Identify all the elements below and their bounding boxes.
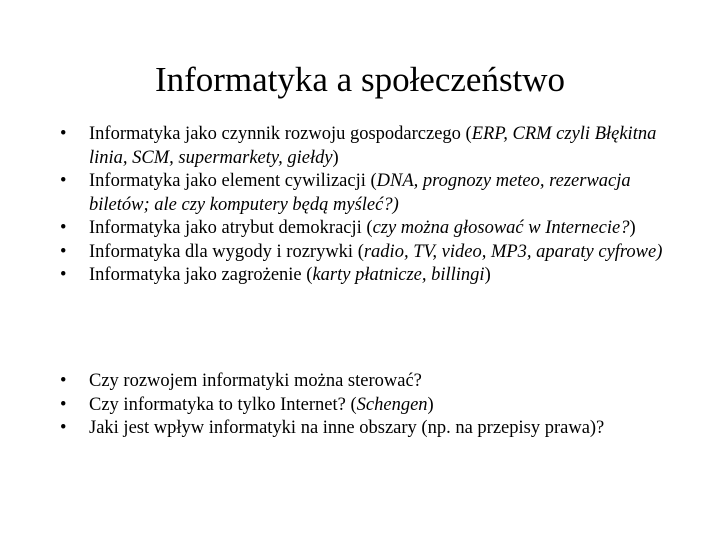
item-text-italic: czy można głosować w Internecie? [372,218,630,238]
bullet-list-topics [58,123,668,288]
bullet-icon: • [60,241,67,262]
bullet-icon: • [60,171,67,191]
item-text-suffix: ) [332,147,339,168]
item-text-suffix: ) [427,394,434,415]
item-text-italic: DNA, prognozy meteo, rezerwacja biletów; ale czy komputery będą myśleć?) [89,171,631,215]
item-text: Czy rozwojem informatyki można sterować? [89,371,422,391]
bullet-icon: • [60,394,67,415]
item-text-italic: Schengen [356,394,428,415]
bullet-icon: • [60,371,67,391]
item-text: Informatyka jako zagrożenie ( [89,265,313,285]
bullet-list-questions [58,370,668,441]
slide-title: Informatyka a społeczeństwo [154,60,566,99]
item-text: Czy informatyka to tylko Internet? ( [89,394,357,415]
item-text: Informatyka jako czynnik rozwoju gospodarczego ( [89,124,472,144]
item-text-suffix: ) [484,265,491,285]
item-text: Informatyka jako element cywilizacji ( [89,171,377,191]
list-item [58,123,668,170]
list-item [58,264,668,288]
list-item [58,217,668,241]
list-item [58,394,668,418]
bullet-icon: • [60,265,67,285]
item-text-suffix: ) [629,218,636,238]
item-text-italic: karty płatnicze, billingi [312,265,485,285]
bullet-icon: • [60,124,67,144]
list-item [58,170,668,217]
list-item [58,370,668,394]
item-text: Informatyka dla wygody i rozrywki ( [89,241,364,262]
item-text: Jaki jest wpływ informatyki na inne obszary (np. na przepisy prawa)? [89,418,605,438]
bullet-icon: • [60,418,67,438]
item-text-italic: radio, TV, video, MP3, aparaty cyfrowe) [363,241,663,262]
item-text-italic: ERP, CRM czyli Błękitna linia, SCM, supermarkety, giełdy [89,124,657,168]
item-text: Informatyka jako atrybut demokracji ( [89,218,373,238]
list-item [58,241,668,265]
bullet-icon: • [60,218,67,238]
list-item [58,417,668,441]
